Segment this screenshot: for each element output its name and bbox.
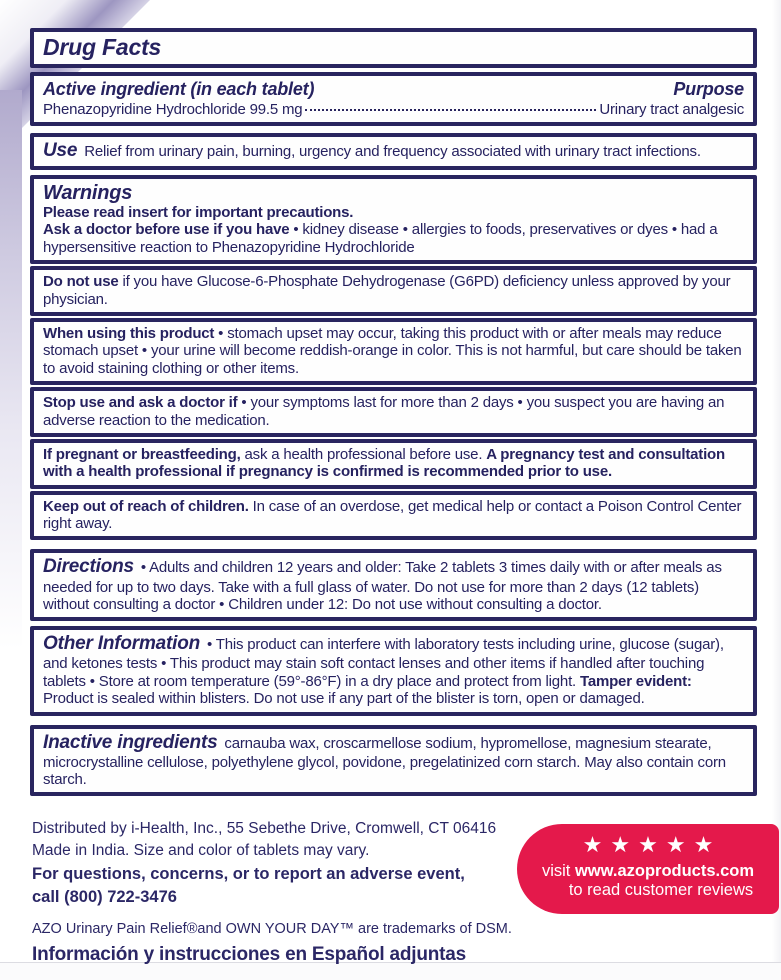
pregnant-lead: If pregnant or breastfeeding, bbox=[43, 445, 241, 463]
star-icon: ★ bbox=[582, 832, 603, 857]
purpose-value: Urinary tract analgesic bbox=[599, 100, 744, 118]
ask-doctor-text: • kidney disease • allergies to foods, preservatives or dyes • had a hypersensitive reaction to Phenazopyridine Hydrochloride bbox=[43, 221, 718, 256]
stop-use-text: • your symptoms last for more than 2 days • you suspect you are having an adverse reaction to the medication. bbox=[43, 394, 725, 429]
ask-doctor-lead: Ask a doctor before use if you have bbox=[43, 221, 290, 239]
other-information-section bbox=[30, 626, 757, 715]
directions-text: • Adults and children 12 years and older: Take 2 tablets 3 times daily with or after meals as needed for up to two days. Take with a full glass of water. Do not use for more than 2 days (12 tablets) without consulting a doctor • Children under 12: Do not use without consulting a doctor. bbox=[43, 559, 722, 613]
directions-heading: Directions bbox=[43, 556, 134, 578]
star-icon: ★ bbox=[693, 832, 714, 857]
use-text: Relief from urinary pain, burning, urgency and frequency associated with urinary tract infections. bbox=[80, 142, 701, 160]
warnings-precautions: Please read insert for important precautions. bbox=[43, 204, 354, 222]
pregnant-section bbox=[30, 439, 757, 489]
inactive-ingredients-section bbox=[30, 725, 757, 797]
website-url: www.azoproducts.com bbox=[574, 862, 755, 880]
keep-out-text: In case of an overdose, get medical help or contact a Poison Control Center right away. bbox=[43, 497, 742, 533]
pregnant-bold-text: A pregnancy test and consultation with a health professional if pregnancy is confirmed is recommended prior to use. bbox=[43, 445, 725, 481]
tamper-evident-text: Product is sealed within blisters. Do not use if any part of the blister is torn, open or damaged. bbox=[43, 690, 645, 708]
keep-out-of-reach-section bbox=[30, 491, 757, 541]
stop-use-section bbox=[30, 387, 757, 437]
use-section bbox=[30, 133, 757, 170]
other-information-heading: Other Information bbox=[43, 633, 201, 655]
five-star-rating bbox=[517, 834, 779, 856]
stop-use-lead: Stop use and ask a doctor if bbox=[43, 394, 238, 412]
when-using-text: • stomach upset may occur, taking this product with or after meals may reduce stomach upset • your urine will become reddish-orange in color. This is not harmful, but care should be taken to avoid staining clothing or other items. bbox=[43, 324, 742, 377]
keep-out-lead: Keep out of reach of children. bbox=[43, 497, 249, 515]
tamper-evident-lead: Tamper evident: bbox=[579, 672, 692, 690]
active-ingredient-heading: Active ingredient (in each tablet) bbox=[43, 79, 315, 100]
drug-facts-title-box bbox=[30, 28, 757, 68]
inactive-ingredients-heading: Inactive ingredients bbox=[43, 731, 218, 753]
phone-line: call (800) 722-3476 bbox=[32, 887, 177, 906]
warnings-section bbox=[30, 175, 757, 264]
package-left-edge-stripe bbox=[0, 90, 22, 650]
do-not-use-lead: Do not use bbox=[43, 273, 119, 291]
pregnant-mid: ask a health professional before use. bbox=[240, 445, 487, 463]
purpose-heading: Purpose bbox=[673, 79, 744, 100]
reviews-line: to read customer reviews bbox=[568, 880, 754, 899]
customer-reviews-badge bbox=[517, 824, 779, 914]
ingredient-name: Phenazopyridine Hydrochloride 99.5 mg bbox=[43, 100, 303, 118]
photo-right-edge bbox=[772, 0, 781, 962]
when-using-section bbox=[30, 318, 757, 385]
visit-line bbox=[517, 862, 779, 881]
other-information-text: • This product can interfere with laboratory tests including urine, glucose (sugar), and ketones tests • This product may stain soft contact lenses and other items if handled after touching tablets • Store at room temperature (59°-86°F) in a dry place and protect from light. bbox=[43, 636, 724, 690]
spanish-line: Información y instrucciones en Español adjuntas bbox=[32, 943, 467, 965]
distributor-line: Distributed by i-Health, Inc., 55 Sebethe Drive, Cromwell, CT 06416 bbox=[32, 820, 497, 837]
star-icon: ★ bbox=[665, 832, 686, 857]
made-in-line: Made in India. Size and color of tablets may vary. bbox=[32, 841, 370, 859]
do-not-use-section bbox=[30, 266, 757, 316]
drug-facts-label bbox=[30, 28, 757, 796]
use-heading: Use bbox=[43, 139, 78, 161]
directions-section bbox=[30, 549, 757, 621]
do-not-use-text: if you have Glucose-6-Phosphate Dehydrogenase (G6PD) deficiency unless approved by your physician. bbox=[43, 273, 731, 308]
star-icon: ★ bbox=[638, 832, 658, 857]
dotted-leader bbox=[305, 109, 596, 111]
inactive-ingredients-text: carnauba wax, croscarmellose sodium, hypromellose, magnesium stearate, microcrystalline cellulose, polyethylene glycol, povidone, pregelatinized corn starch. May also contain corn starch. bbox=[43, 734, 726, 788]
questions-line: For questions, concerns, or to report an adverse event, bbox=[32, 864, 465, 883]
star-icon: ★ bbox=[610, 832, 631, 857]
drug-facts-title: Drug Facts bbox=[43, 34, 162, 60]
active-ingredient-section bbox=[30, 72, 757, 126]
when-using-lead: When using this product bbox=[43, 324, 215, 342]
visit-label: visit bbox=[541, 862, 571, 880]
ingredient-row bbox=[43, 101, 744, 118]
footer bbox=[32, 820, 532, 969]
trademark-line: AZO Urinary Pain Relief®and OWN YOUR DAY™ are trademarks of DSM. bbox=[32, 921, 512, 938]
warnings-heading: Warnings bbox=[43, 182, 133, 205]
